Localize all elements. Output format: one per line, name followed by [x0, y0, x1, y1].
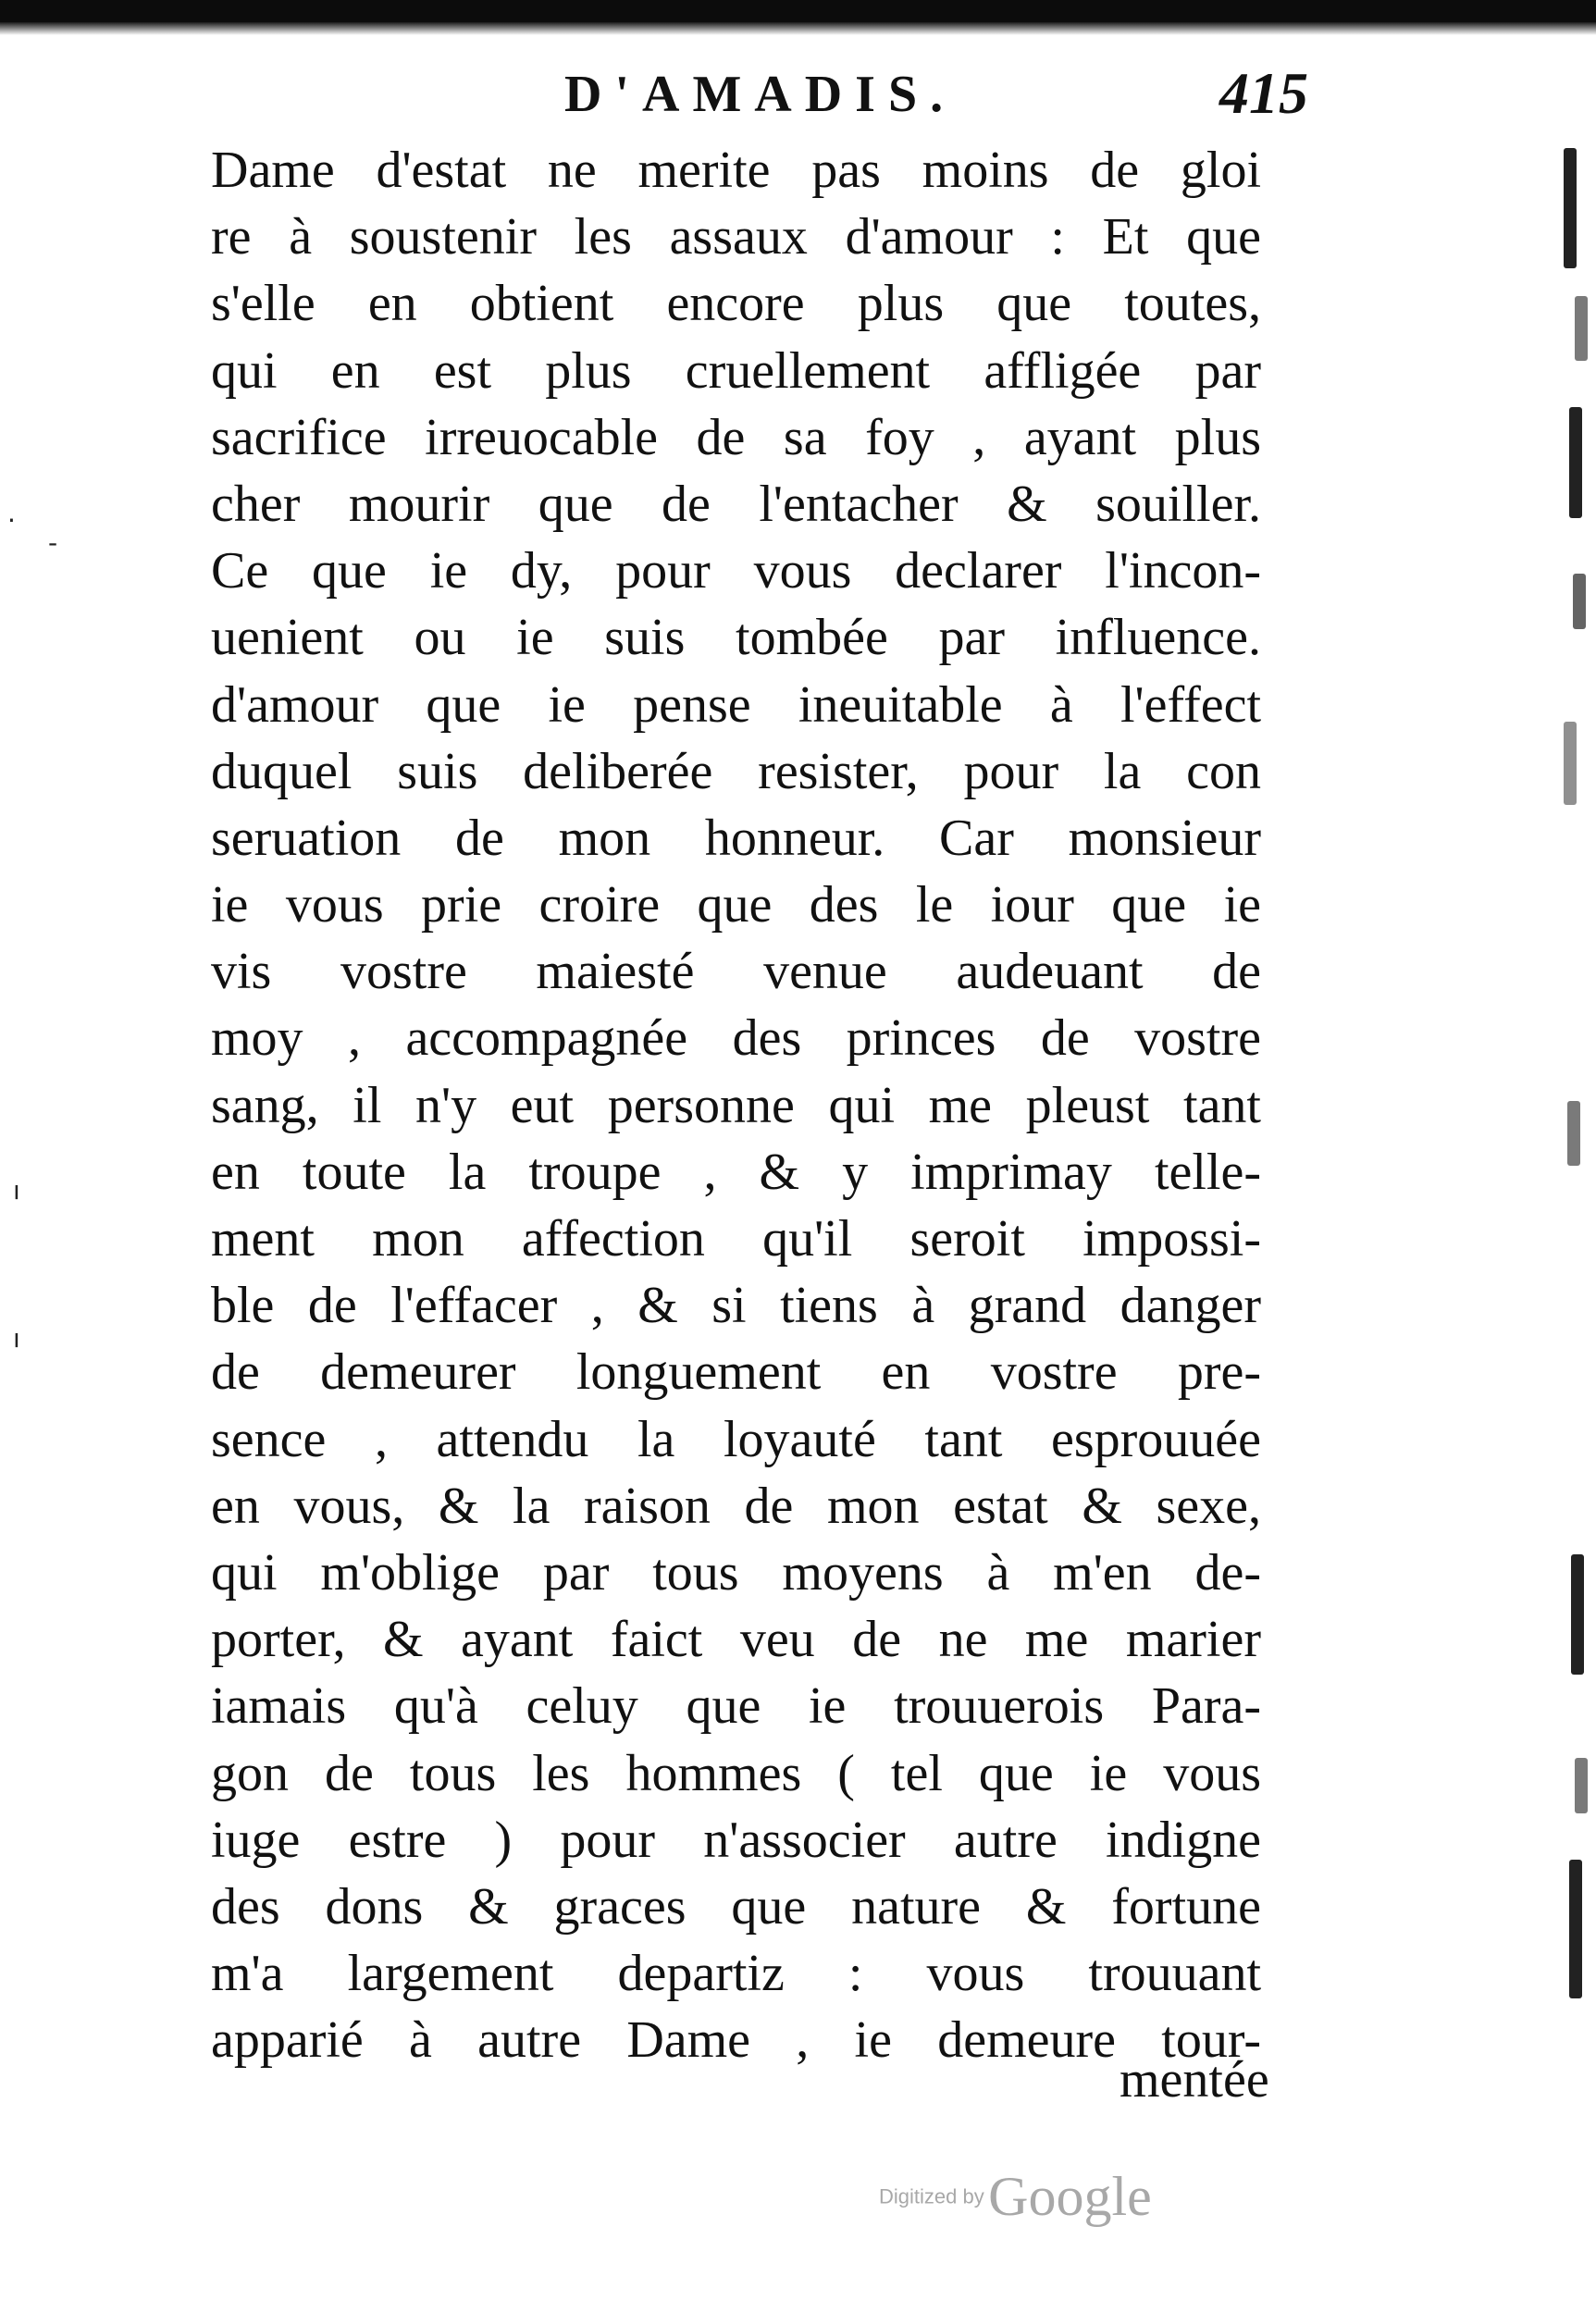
- text-line: ment mon affection qu'il seroit impossi-: [211, 1210, 1261, 1268]
- ink-bleed-mark: [1575, 1758, 1588, 1813]
- catchword: mentée: [1120, 2051, 1269, 2109]
- text-line: vis vostre maiesté venue audeuant de: [211, 943, 1261, 1001]
- text-line: sence , attendu la loyauté tant esprouuée: [211, 1410, 1261, 1468]
- text-line: ie vous prie croire que des le iour que ie: [211, 876, 1261, 934]
- ink-bleed-mark: [1571, 1554, 1584, 1675]
- margin-speck: ı: [13, 1175, 20, 1206]
- text-line: cher mourir que de l'entacher & souiller.: [211, 475, 1261, 533]
- text-line: Ce que ie dy, pour vous declarer l'incon-: [211, 542, 1261, 600]
- ink-bleed-mark: [1567, 1101, 1580, 1166]
- text-line: uenient ou ie suis tombée par influence.: [211, 609, 1261, 667]
- ink-bleed-mark: [1569, 407, 1582, 518]
- facing-page-bleed: [1536, 130, 1596, 2054]
- text-line: sacrifice irreuocable de sa foy , ayant plus: [211, 408, 1261, 466]
- digitized-watermark: [879, 2165, 1152, 2229]
- running-head: D'AMADIS.: [564, 66, 957, 123]
- text-line: ble de l'effacer , & si tiens à grand danger: [211, 1277, 1261, 1335]
- google-logo: Google: [988, 2166, 1152, 2227]
- text-line: m'a largement departiz : vous trouuant: [211, 1945, 1261, 2003]
- margin-speck: -: [48, 527, 58, 558]
- margin-speck: ı: [13, 1323, 20, 1354]
- text-line: sang, il n'y eut personne qui me pleust tant: [211, 1076, 1261, 1134]
- text-line: duquel suis deliberée resister, pour la con: [211, 742, 1261, 800]
- text-line: porter, & ayant faict veu de ne me marier: [211, 1611, 1261, 1669]
- page-header: [0, 59, 1596, 133]
- text-line: Dame d'estat ne merite pas moins de gloi: [211, 142, 1261, 199]
- text-line: seruation de mon honneur. Car monsieur: [211, 809, 1261, 867]
- text-line: iamais qu'à celuy que ie trouuerois Para-: [211, 1677, 1261, 1736]
- scan-border-shadow: [0, 22, 1596, 35]
- text-line: re à soustenir les assaux d'amour : Et que: [211, 208, 1261, 266]
- text-line: iuge estre ) pour n'associer autre indigne: [211, 1811, 1261, 1869]
- text-line: qui m'oblige par tous moyens à m'en de-: [211, 1543, 1261, 1602]
- text-line: moy , accompagnée des princes de vostre: [211, 1009, 1261, 1068]
- page-number: 415: [1219, 60, 1308, 126]
- text-line: qui en est plus cruellement affligée par: [211, 341, 1261, 400]
- margin-speck: ·: [7, 505, 16, 536]
- ink-bleed-mark: [1569, 1860, 1582, 1998]
- ink-bleed-mark: [1573, 574, 1586, 629]
- text-line: apparié à autre Dame , ie demeure tour-: [211, 2011, 1261, 2070]
- body-text: [211, 137, 1261, 2073]
- text-line: s'elle en obtient encore plus que toutes,: [211, 275, 1261, 333]
- ink-bleed-mark: [1564, 722, 1577, 805]
- text-line: d'amour que ie pense ineuitable à l'effect: [211, 675, 1261, 734]
- text-line: en vous, & la raison de mon estat & sexe,: [211, 1477, 1261, 1535]
- text-line: gon de tous les hommes ( tel que ie vous: [211, 1744, 1261, 1802]
- ink-bleed-mark: [1575, 296, 1588, 361]
- text-line: des dons & graces que nature & fortune: [211, 1877, 1261, 1936]
- ink-bleed-mark: [1564, 148, 1577, 268]
- text-line: de demeurer longuement en vostre pre-: [211, 1343, 1261, 1402]
- digitized-label: Digitized by: [879, 2184, 984, 2208]
- text-line: en toute la troupe , & y imprimay telle-: [211, 1143, 1261, 1201]
